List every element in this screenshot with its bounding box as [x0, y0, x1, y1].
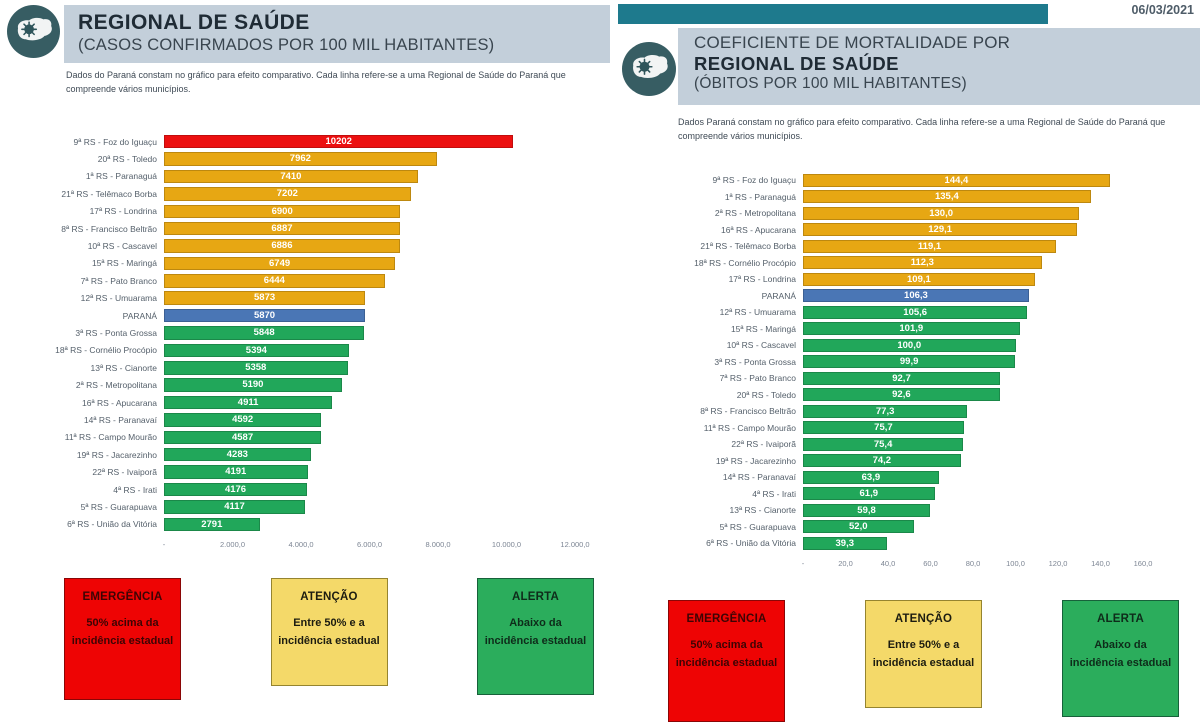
- bar: [164, 291, 365, 305]
- bar-row: [612, 189, 1192, 206]
- bar-value: 4191: [225, 466, 247, 478]
- bar-value: 5870: [253, 309, 276, 321]
- bar-row: [0, 133, 606, 150]
- bar-value: 7410: [280, 170, 302, 182]
- bar-track: [803, 207, 1160, 220]
- bar: [164, 344, 349, 358]
- bar-track: [803, 372, 1160, 385]
- parana-virus-icon: [622, 42, 676, 96]
- bar: [164, 257, 395, 271]
- bar-row: [612, 387, 1192, 404]
- bar-row: [612, 255, 1192, 272]
- bar-label: 12ª RS - Umuarama: [80, 293, 157, 304]
- bar-value: 4117: [224, 501, 245, 513]
- cases-x-axis: [164, 537, 599, 553]
- bar-value: 5848: [253, 327, 275, 339]
- bar: [164, 274, 385, 288]
- bar-label: 6ª RS - União da Vitória: [67, 519, 157, 530]
- bar-value: 112,3: [910, 257, 934, 269]
- legend-alerta: [1062, 600, 1179, 717]
- bar-track: [164, 291, 599, 305]
- bar-value: 59,8: [857, 504, 876, 516]
- bar-row: [612, 453, 1192, 470]
- bar: [164, 448, 311, 462]
- bar-value: 5358: [245, 362, 267, 374]
- bar-value: 135,4: [934, 191, 959, 203]
- bar-row: [0, 203, 606, 220]
- bar: [164, 239, 400, 253]
- bar-track: [164, 344, 599, 358]
- legend-emergencia-title: EMERGÊNCIA: [82, 591, 163, 603]
- bar-track: [164, 378, 599, 392]
- bar-label: 20ª RS - Toledo: [97, 154, 157, 165]
- bar-value: 100,0: [897, 339, 922, 351]
- bar-row: [0, 498, 606, 515]
- bar-row: [612, 222, 1192, 239]
- bar-row: [612, 304, 1192, 321]
- bar-row: [612, 205, 1192, 222]
- mortality-x-axis: [803, 556, 1160, 572]
- bar-label: 4ª RS - Irati: [752, 488, 796, 499]
- bar-label: 14ª RS - Paranavaí: [722, 472, 796, 483]
- bar-row: [0, 168, 606, 185]
- bar-track: [803, 306, 1160, 319]
- bar: [803, 240, 1056, 253]
- bar-track: [803, 190, 1160, 203]
- legend-emergencia-body: 50% acima da incidência estadual: [71, 617, 174, 647]
- bar-value: 101,9: [899, 323, 924, 335]
- bar-row: [612, 172, 1192, 189]
- parana-virus-icon: [7, 5, 60, 58]
- bar: [164, 396, 332, 410]
- bar-row: [612, 370, 1192, 387]
- bar-track: [803, 240, 1160, 253]
- bar-track: [164, 326, 599, 340]
- bar-track: [803, 339, 1160, 352]
- cases-bar-chart: [0, 133, 606, 553]
- bar: [803, 306, 1027, 319]
- bar-track: [803, 223, 1160, 236]
- bar-value: 2791: [201, 518, 223, 530]
- bar-track: [164, 413, 599, 427]
- bar-track: [803, 388, 1160, 401]
- bar-label: 17ª RS - Londrina: [89, 206, 157, 217]
- bar-label: 8ª RS - Francisco Beltrão: [700, 406, 796, 417]
- bar-track: [164, 274, 599, 288]
- mortality-title-band: [678, 28, 1200, 105]
- bar: [164, 326, 364, 340]
- bar: [164, 135, 513, 149]
- bar-row: [612, 403, 1192, 420]
- bar-value: 109,1: [907, 273, 931, 285]
- bar-track: [803, 438, 1160, 451]
- bar-value: 6900: [271, 205, 293, 217]
- bar-row: [0, 290, 606, 307]
- bar-value: 5394: [245, 344, 267, 356]
- bar: [164, 152, 437, 166]
- bar: [164, 222, 400, 236]
- bar-row: [0, 516, 606, 533]
- bar-track: [803, 355, 1160, 368]
- bar-row: [0, 185, 606, 202]
- bar-value: 63,9: [861, 471, 881, 483]
- mortality-bar-chart: [612, 172, 1192, 572]
- bar: [164, 465, 308, 479]
- bar-label: 11ª RS - Campo Mourão: [703, 422, 796, 433]
- bar-track: [803, 174, 1160, 187]
- bar: [803, 289, 1029, 302]
- bar-value: 144,4: [944, 174, 969, 186]
- bar-label: 13ª RS - Cianorte: [729, 505, 796, 516]
- legend-atencao: [271, 578, 388, 686]
- bar-track: [164, 483, 599, 497]
- bar-label: PARANÁ: [122, 310, 157, 321]
- axis-tick: 8.000,0: [425, 539, 451, 549]
- bar-label: PARANÁ: [761, 290, 796, 301]
- bar-track: [164, 239, 599, 253]
- bar-row: [0, 429, 606, 446]
- mortality-note: Dados Paraná constam no gráfico para efeito comparativo. Cada linha refere-se a uma Regional de Saúde do Paraná que compreende vários municípios.: [678, 117, 1166, 141]
- bar-label: 7ª RS - Pato Branco: [80, 275, 157, 286]
- bar-track: [803, 256, 1160, 269]
- bar-row: [0, 150, 606, 167]
- bar-label: 21ª RS - Telêmaco Borba: [700, 241, 796, 252]
- bar-track: [803, 421, 1160, 434]
- mortality-title-line3: (ÓBITOS POR 100 MIL HABITANTES): [694, 75, 967, 92]
- bar-row: [0, 324, 606, 341]
- bar-track: [164, 500, 599, 514]
- bar-value: 61,9: [859, 488, 879, 500]
- bar-track: [164, 309, 599, 323]
- bar: [164, 205, 400, 219]
- bar-row: [612, 469, 1192, 486]
- bar-label: 15ª RS - Maringá: [91, 258, 157, 269]
- bar-track: [164, 205, 599, 219]
- bar: [164, 500, 305, 514]
- bar-label: 1ª RS - Paranaguá: [85, 171, 157, 182]
- bar: [803, 471, 939, 484]
- bar-row: [0, 342, 606, 359]
- bar-row: [612, 436, 1192, 453]
- bar: [803, 322, 1020, 335]
- bar-row: [0, 237, 606, 254]
- cases-legend: [64, 578, 594, 700]
- bar-value: 5190: [242, 379, 264, 391]
- bar-track: [803, 322, 1160, 335]
- bar-label: 3ª RS - Ponta Grossa: [75, 327, 157, 338]
- bar-value: 92,7: [892, 372, 911, 384]
- bar: [164, 187, 411, 201]
- bar-label: 16ª RS - Apucarana: [82, 397, 157, 408]
- bar-row: [612, 354, 1192, 371]
- bar-track: [164, 448, 599, 462]
- axis-tick: 60,0: [923, 558, 938, 568]
- bar-row: [0, 376, 606, 393]
- bar-value: 75,4: [873, 438, 893, 450]
- bar-value: 119,1: [917, 240, 942, 252]
- mortality-panel: [612, 0, 1200, 721]
- bar-value: 6886: [271, 240, 293, 252]
- bar-track: [164, 170, 599, 184]
- axis-tick: 160,0: [1133, 558, 1153, 568]
- bar: [803, 421, 964, 434]
- bar-label: 5ª RS - Guarapuava: [80, 501, 157, 512]
- bar: [803, 190, 1091, 203]
- bar-value: 5873: [254, 292, 276, 304]
- bar-row: [0, 359, 606, 376]
- bar-label: 18ª RS - Cornélio Procópio: [694, 257, 796, 268]
- bar-label: 1ª RS - Paranaguá: [724, 191, 796, 202]
- bar-row: [0, 394, 606, 411]
- axis-tick: 140,0: [1091, 558, 1110, 568]
- mortality-legend: [668, 600, 1179, 722]
- legend-emergencia-title: EMERGÊNCIA: [686, 613, 767, 625]
- bar-track: [164, 152, 599, 166]
- axis-tick: 4.000,0: [288, 539, 314, 549]
- bar: [803, 504, 930, 517]
- bar-value: 10202: [325, 135, 352, 147]
- bar-label: 9ª RS - Foz do Iguaçu: [712, 175, 796, 186]
- bar-row: [612, 502, 1192, 519]
- bar-track: [803, 289, 1160, 302]
- bar-label: 22ª RS - Ivaiporã: [731, 439, 796, 450]
- bar-value: 6749: [269, 257, 291, 269]
- bar-label: 21ª RS - Telêmaco Borba: [61, 188, 157, 199]
- bar-row: [0, 272, 606, 289]
- bar-label: 22ª RS - Ivaiporã: [92, 467, 157, 478]
- bar-row: [612, 238, 1192, 255]
- bar-track: [164, 187, 599, 201]
- bar: [803, 223, 1077, 236]
- axis-tick: 12.000,0: [560, 539, 590, 549]
- bar-row: [612, 337, 1192, 354]
- bar-track: [803, 471, 1160, 484]
- bar-value: 99,9: [899, 356, 919, 368]
- legend-alerta-title: ALERTA: [1097, 613, 1144, 625]
- bar-row: [612, 321, 1192, 338]
- bar-track: [164, 518, 599, 532]
- bar: [803, 355, 1015, 368]
- bar: [803, 372, 1000, 385]
- bar-value: 4587: [231, 431, 254, 443]
- teal-header-bar: [618, 4, 1048, 24]
- bar-label: 12ª RS - Umuarama: [719, 307, 796, 318]
- axis-tick: 10.000,0: [491, 539, 522, 549]
- bar: [803, 454, 961, 467]
- bar-row: [612, 535, 1192, 552]
- bar-label: 2ª RS - Metropolitana: [714, 208, 796, 219]
- bar: [164, 170, 418, 184]
- bar-track: [803, 504, 1160, 517]
- bar-label: 20ª RS - Toledo: [736, 389, 796, 400]
- bar-label: 15ª RS - Maringá: [730, 323, 796, 334]
- cases-note: Dados do Paraná constam no gráfico para efeito comparativo. Cada linha refere-se a uma Regional de Saúde do Paraná que compreende vários municípios.: [66, 70, 566, 94]
- axis-tick: -: [801, 558, 805, 568]
- bar-value: 7962: [289, 153, 311, 165]
- bar-label: 14ª RS - Paranavaí: [83, 414, 157, 425]
- bar-value: 4283: [226, 448, 248, 460]
- bar-row: [0, 220, 606, 237]
- bar-row: [0, 481, 606, 498]
- bar-label: 8ª RS - Francisco Beltrão: [61, 223, 157, 234]
- bar: [803, 388, 1000, 401]
- bar: [803, 438, 963, 451]
- bar-label: 19ª RS - Jacarezinho: [76, 449, 157, 460]
- bar-label: 11ª RS - Campo Mourão: [64, 432, 157, 443]
- bar-value: 129,1: [928, 224, 953, 236]
- bar-value: 77,3: [875, 405, 895, 417]
- legend-atencao-title: ATENÇÃO: [300, 591, 358, 603]
- bar-label: 9ª RS - Foz do Iguaçu: [73, 136, 157, 147]
- axis-tick: 80,0: [965, 558, 981, 568]
- bar-value: 92,6: [892, 389, 911, 401]
- bar-value: 130,0: [929, 207, 954, 219]
- bar: [803, 487, 935, 500]
- bar-track: [164, 361, 599, 375]
- bar-row: [612, 271, 1192, 288]
- bar-label: 5ª RS - Guarapuava: [719, 521, 796, 532]
- bar: [164, 309, 365, 323]
- bar-label: 4ª RS - Irati: [113, 484, 157, 495]
- date-stamp: 06/03/2021: [1131, 3, 1194, 17]
- bar-track: [164, 222, 599, 236]
- bar-track: [803, 487, 1160, 500]
- bar-value: 52,0: [849, 521, 868, 533]
- bar: [164, 361, 348, 375]
- bar-label: 18ª RS - Cornélio Procópio: [55, 345, 157, 356]
- legend-atencao: [865, 600, 982, 708]
- bar: [803, 273, 1035, 286]
- bar-value: 4176: [224, 483, 247, 495]
- bar: [803, 520, 914, 533]
- bar-track: [164, 257, 599, 271]
- legend-alerta-body: Abaixo da incidência estadual: [484, 617, 587, 647]
- bar: [164, 431, 321, 445]
- bar-label: 19ª RS - Jacarezinho: [715, 455, 796, 466]
- bar-track: [164, 135, 599, 149]
- bar-value: 39,3: [835, 537, 854, 549]
- bar-value: 7202: [276, 188, 298, 200]
- axis-tick: 100,0: [1006, 558, 1025, 568]
- bar-label: 3ª RS - Ponta Grossa: [714, 356, 796, 367]
- legend-alerta-body: Abaixo da incidência estadual: [1069, 639, 1172, 669]
- bar-label: 7ª RS - Pato Branco: [719, 373, 796, 384]
- axis-tick: 6.000,0: [356, 539, 383, 549]
- bar-value: 4592: [232, 414, 254, 426]
- bar-label: 16ª RS - Apucarana: [721, 224, 796, 235]
- legend-alerta: [477, 578, 594, 695]
- legend-atencao-title: ATENÇÃO: [894, 613, 953, 625]
- bar: [164, 518, 260, 532]
- axis-tick: 40,0: [880, 558, 896, 568]
- bar-track: [803, 405, 1160, 418]
- bar: [803, 537, 887, 550]
- bar: [164, 378, 342, 392]
- bar-row: [612, 519, 1192, 536]
- legend-emergencia: [668, 600, 785, 722]
- bar-track: [164, 465, 599, 479]
- bar-label: 6ª RS - União da Vitória: [706, 538, 796, 549]
- bar-value: 6444: [263, 275, 285, 287]
- bar-label: 10ª RS - Cascavel: [726, 340, 796, 351]
- bar-row: [612, 288, 1192, 305]
- bar-row: [0, 463, 606, 480]
- bar: [164, 413, 321, 427]
- legend-emergencia-body: 50% acima da incidência estadual: [675, 639, 778, 669]
- axis-tick: 120,0: [1048, 558, 1068, 568]
- bar-value: 75,7: [874, 422, 893, 434]
- bar-label: 17ª RS - Londrina: [728, 274, 796, 285]
- cases-title-band: [64, 5, 610, 63]
- bar-value: 6887: [271, 222, 293, 234]
- bar-track: [803, 454, 1160, 467]
- bar: [803, 207, 1079, 220]
- legend-alerta-title: ALERTA: [512, 591, 559, 603]
- bar-value: 106,3: [904, 290, 928, 302]
- axis-tick: 2.000,0: [219, 539, 246, 549]
- bar-row: [0, 255, 606, 272]
- bar-row: [0, 411, 606, 428]
- cases-title: REGIONAL DE SAÚDE: [78, 11, 310, 34]
- cases-subtitle-line: (CASOS CONFIRMADOS POR 100 MIL HABITANTES): [78, 36, 495, 54]
- bar-label: 10ª RS - Cascavel: [87, 241, 157, 252]
- legend-emergencia: [64, 578, 181, 700]
- bar-track: [164, 396, 599, 410]
- bar-row: [612, 486, 1192, 503]
- bar-row: [0, 446, 606, 463]
- legend-atencao-body: Entre 50% e a incidência estadual: [278, 617, 380, 647]
- bar-track: [803, 273, 1160, 286]
- bar-label: 13ª RS - Cianorte: [90, 362, 157, 373]
- bar-track: [803, 520, 1160, 533]
- mortality-title-line2: REGIONAL DE SAÚDE: [694, 53, 899, 74]
- bar: [803, 174, 1110, 187]
- mortality-title-line1: COEFICIENTE DE MORTALIDADE POR: [694, 33, 1011, 52]
- legend-atencao-body: Entre 50% e a incidência estadual: [872, 639, 975, 669]
- bar-track: [803, 537, 1160, 550]
- bar-label: 2ª RS - Metropolitana: [75, 380, 157, 391]
- bar-value: 4911: [237, 396, 259, 408]
- bar: [803, 256, 1042, 269]
- bar: [803, 405, 967, 418]
- bar: [164, 483, 307, 497]
- axis-tick: 20,0: [838, 558, 853, 568]
- bar-row: [0, 307, 606, 324]
- bar-track: [164, 431, 599, 445]
- bar-value: 74,2: [872, 455, 892, 467]
- bar-value: 105,6: [903, 306, 928, 318]
- bar: [803, 339, 1016, 352]
- bar-row: [612, 420, 1192, 437]
- axis-tick: -: [162, 539, 166, 549]
